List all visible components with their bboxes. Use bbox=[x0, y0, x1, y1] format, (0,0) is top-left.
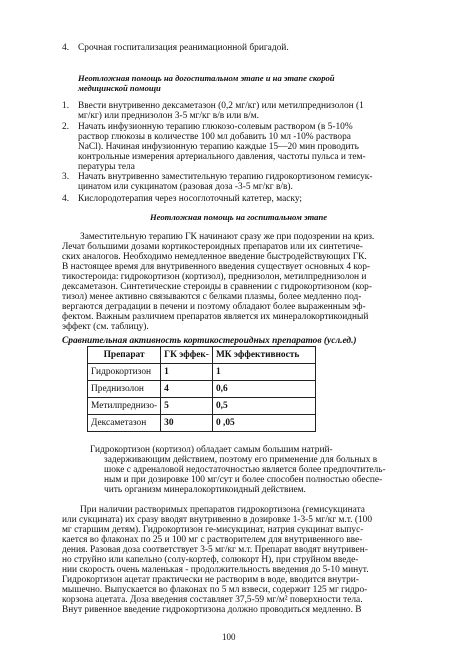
paragraph-line: но струйно или капельно (солу-кортеф, солюкорт Н), при струйном введе- bbox=[62, 555, 359, 565]
list-line: цинатом или сукцинатом (разовая доза -3-5 мг/кг в/в). bbox=[78, 182, 293, 192]
list-line: Ввести внутривенно дексаметазон (0,2 мг/кг) или метилпреднизолон (1 bbox=[78, 101, 364, 111]
paragraph-line: При наличии растворимых препаратов гидрокортизона (гемисукцината bbox=[80, 505, 365, 515]
paragraph-line: чить организм минералокортикоидный действием. bbox=[104, 485, 306, 495]
table-cell: Дексаметазон bbox=[88, 415, 161, 432]
paragraph-line: вергаются деградации в печени и поэтому обладают более выраженным эф- bbox=[62, 302, 366, 312]
list-text: Срочная госпитализация реанимационной бригадой. bbox=[78, 43, 289, 53]
table-header-cell: МК эффективность bbox=[212, 347, 315, 364]
paragraph-line: нии скорость очень маленькая - продолжительность введения до 5-10 минут. bbox=[62, 565, 369, 575]
list-line: Начать внутривенно заместительную терапию гидрокортизоном гемисук- bbox=[78, 172, 373, 182]
comparison-table bbox=[87, 346, 316, 432]
paragraph-line: мышечно. Выпускается во флаконах по 5 мл взвеси, содержит 125 мг гидро- bbox=[62, 585, 368, 595]
table-cell: 5 bbox=[161, 398, 213, 415]
table-cell: 0,5 bbox=[212, 398, 315, 415]
list-line: Начать инфузионную терапию глюкозо-солевым раствором (в 5-10% bbox=[78, 122, 353, 132]
list-line: Кислородотерапия через носоглоточный катетер, маску; bbox=[78, 194, 303, 204]
paragraph-line: дения. Разовая доза соответствует 3-5 мг/кг м.т. Препарат вводят внутривен- bbox=[62, 545, 368, 555]
table-title: Сравнительная активность кортикостероидных препаратов (усл.ед.) bbox=[62, 336, 357, 346]
list-line: NaCl). Начиная инфузионную терапию каждые 15—20 мин проводить bbox=[78, 142, 359, 152]
table-cell: Преднизолон bbox=[88, 381, 161, 398]
paragraph-line: В настоящее время для внутривенного введения существует основных 4 кор- bbox=[62, 262, 371, 272]
table-cell: Метилпреднизо- bbox=[88, 398, 161, 415]
paragraph-line: задерживающим действием, поэтому его применение для больных в bbox=[104, 455, 378, 465]
table-row bbox=[88, 381, 316, 398]
list-line: раствор глюкозы в количестве 100 мл добавить 10 мл -10% раствора bbox=[78, 132, 351, 142]
table-cell: Гидрокортизон bbox=[88, 364, 161, 381]
paragraph-line: тизол) менее активно связываются с белками плазмы, более медленно под- bbox=[62, 292, 362, 302]
paragraph-line: корзона ацетата. Доза введения составляет 37,5-59 мг/м² поверхности тела. bbox=[62, 595, 363, 605]
paragraph-line: или сукцината) их сразу вводят внутривенно в дозировке 1-3-5 мг/кг м.т. (100 bbox=[62, 515, 373, 525]
table-header-cell: ГК эффек- bbox=[161, 347, 213, 364]
paragraph-line: фектом. Важным различием препаратов является их минералокортикоидный bbox=[62, 312, 369, 322]
list-number: 3. bbox=[62, 172, 70, 182]
paragraph-line: кается во флаконах по 25 и 100 мг с растворителем для внутривенного вве- bbox=[62, 535, 363, 545]
paragraph-line: шоке с адреналовой недостаточностью является более предпочтитель- bbox=[104, 465, 386, 475]
list-line: контрольные измерения артериального давления, частоты пульса и тем- bbox=[78, 152, 366, 162]
list-number: 4. bbox=[62, 194, 70, 204]
table-cell: 1 bbox=[212, 364, 315, 381]
table-row bbox=[88, 398, 316, 415]
section-heading-cont: медицинской помощи bbox=[78, 83, 161, 93]
list-number: 1. bbox=[62, 101, 70, 111]
list-number: 4. bbox=[62, 43, 70, 53]
page-number: 100 bbox=[222, 632, 236, 642]
paragraph-line: дексаметазон. Синтетические стероиды в сравнении с гидрокортизоном (кор- bbox=[62, 282, 372, 292]
table-row bbox=[88, 364, 316, 381]
paragraph-line: мг старшим детям). Гидрокортизон ге-мисукцинат, натрия сукцинат выпус- bbox=[62, 525, 364, 535]
table-cell: 0 ,05 bbox=[212, 415, 315, 432]
section-heading: Неотложная помощь на догоспитальном этапе и на этапе скорой bbox=[78, 73, 335, 83]
table-cell: 0,6 bbox=[212, 381, 315, 398]
table-row bbox=[88, 415, 316, 432]
paragraph-line: эффект (см. таблицу). bbox=[62, 322, 149, 332]
paragraph-line: Гидрокортизон ацетат практически не растворим в воде, вводится внутри- bbox=[62, 575, 359, 585]
list-number: 2. bbox=[62, 122, 70, 132]
table-cell: 30 bbox=[161, 415, 213, 432]
table-header-cell: Препарат bbox=[88, 347, 161, 364]
paragraph-line: Внут ривенное введение гидрокортизона должно проводиться медленно. В bbox=[62, 605, 362, 615]
table-header-row bbox=[88, 347, 316, 364]
paragraph-line: Заместительную терапию ГК начинают сразу же при подозрении на криз. bbox=[80, 232, 375, 242]
section-heading: Неотложная помощь на госпитальном этапе bbox=[150, 212, 328, 222]
table-cell: 4 bbox=[161, 381, 213, 398]
list-line: пературы тела bbox=[78, 162, 135, 172]
paragraph-line: ских аналогов. Необходимо немедленное введение быстродействующих ГК. bbox=[62, 252, 367, 262]
list-line: мг/кг) или преднизолон 3-5 мг/кг в/в или в/м. bbox=[78, 111, 259, 121]
paragraph-line: тикостероида: гидрокортизон (кортизол), преднизолон, метилпреднизолон и bbox=[62, 272, 367, 282]
paragraph-line: Лечат большими дозами кортикостероидных препаратов или их синтетиче- bbox=[62, 242, 363, 252]
paragraph-line: Гидрокортизон (кортизол) обладает самым большим натрий- bbox=[90, 445, 333, 455]
paragraph-line: ным и при дозировке 100 мг/сут и более способен полностью обеспе- bbox=[104, 475, 383, 485]
table-cell: 1 bbox=[161, 364, 213, 381]
